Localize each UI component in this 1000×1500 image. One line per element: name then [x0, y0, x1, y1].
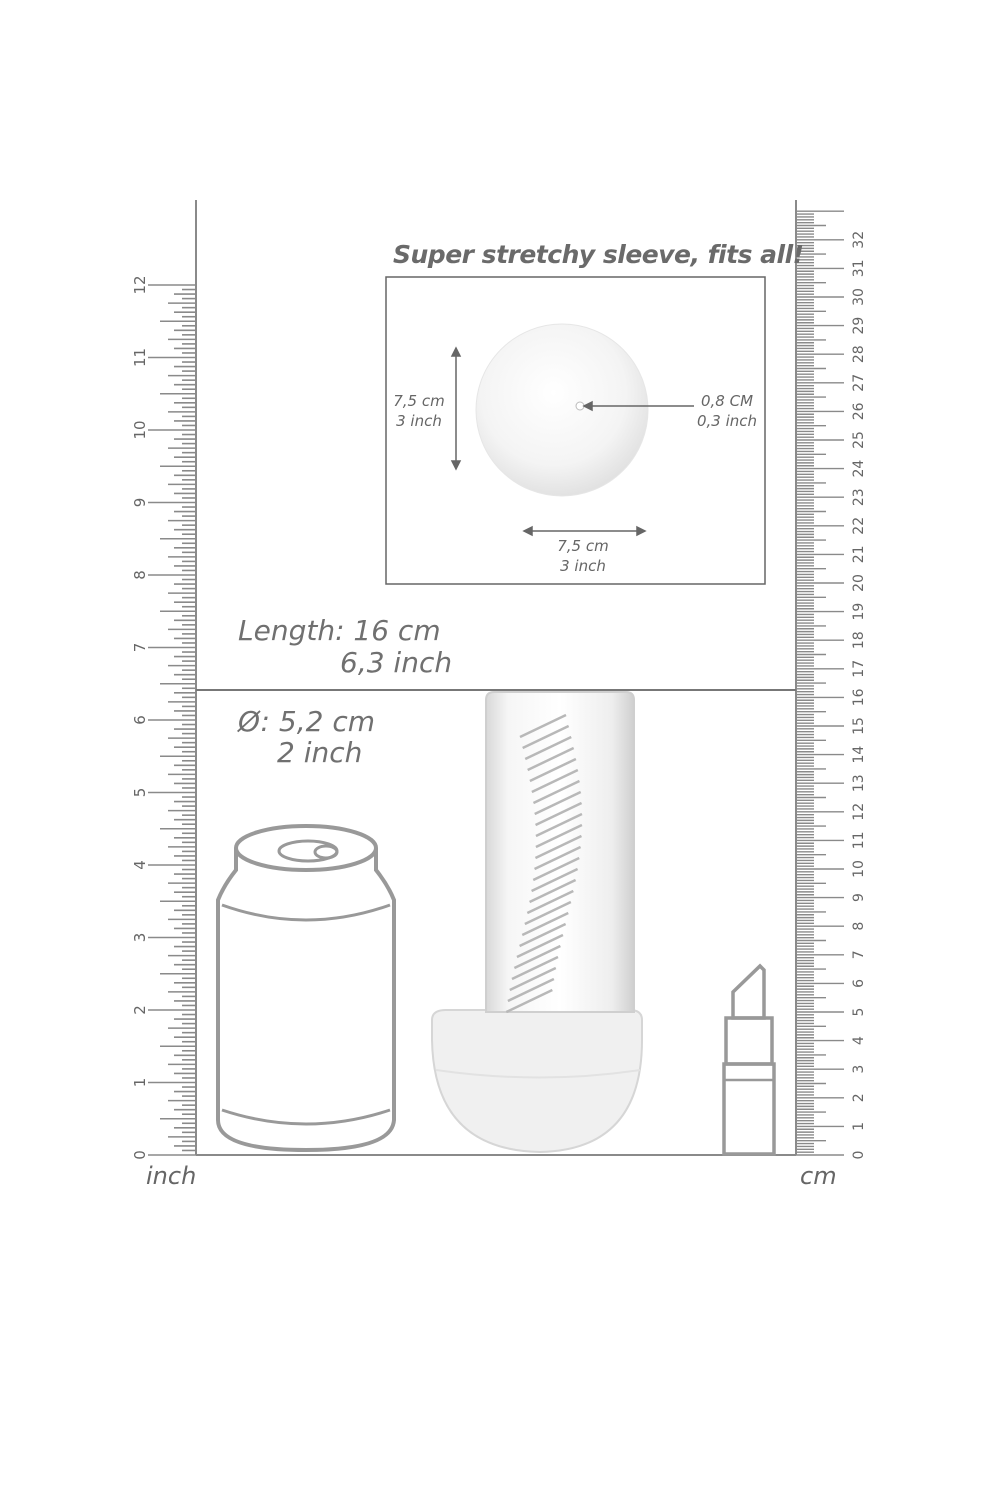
height-dimension-label — [391, 391, 447, 431]
cm-tick-label: 27 — [851, 373, 867, 392]
inch-tick-label: 9 — [131, 497, 149, 508]
headline: Super stretchy sleeve, fits all! — [393, 240, 804, 269]
inch-tick-label: 5 — [131, 787, 149, 798]
inch-tick-label: 8 — [131, 570, 149, 580]
hole-cm: 0,8 CM — [700, 392, 754, 410]
sleeve-opening-icon — [476, 324, 648, 496]
inch-tick-label: 7 — [131, 642, 149, 653]
lipstick-icon — [724, 966, 774, 1154]
cm-tick-label: 16 — [851, 688, 867, 707]
inch-tick-label: 0 — [131, 1150, 149, 1160]
cm-tick-label: 23 — [851, 488, 867, 507]
cm-tick-label: 13 — [851, 774, 867, 793]
width-dimension-arrow — [524, 527, 645, 535]
cm-tick-label: 28 — [851, 345, 867, 364]
cm-tick-label: 14 — [851, 745, 867, 764]
cm-unit-label: cm — [800, 1162, 837, 1190]
cm-tick-label: 30 — [851, 288, 867, 306]
inch-tick-label: 11 — [131, 347, 149, 368]
diameter-sub-label: 2 inch — [277, 736, 363, 769]
cm-tick-label: 25 — [851, 431, 867, 449]
inch-tick-label: 3 — [131, 932, 149, 943]
soda-can-icon — [218, 826, 394, 1150]
cm-tick-label: 21 — [851, 545, 867, 564]
length-sub-label: 6,3 inch — [340, 646, 453, 679]
cm-tick-label: 11 — [851, 831, 867, 850]
inch-tick-label: 10 — [131, 420, 149, 440]
cm-tick-label: 1 — [851, 1121, 867, 1131]
cm-tick-label: 17 — [851, 659, 867, 678]
cm-tick-label: 19 — [851, 602, 867, 621]
cm-tick-label: 0 — [851, 1150, 867, 1160]
width-cm: 7,5 cm — [557, 537, 609, 555]
height-in: 3 inch — [396, 412, 442, 430]
cm-tick-label: 5 — [851, 1007, 867, 1017]
cm-tick-label: 12 — [851, 802, 867, 821]
length-label: Length: 16 cm — [238, 614, 441, 647]
cm-tick-label: 3 — [851, 1064, 867, 1074]
hole-in: 0,3 inch — [696, 412, 758, 430]
cm-tick-label: 7 — [851, 950, 867, 960]
inch-unit-label: inch — [146, 1162, 197, 1190]
inch-tick-label: 4 — [131, 860, 149, 870]
inch-tick-label: 2 — [131, 1005, 149, 1015]
hole-dimension-label — [694, 391, 760, 431]
cm-tick-label: 24 — [851, 459, 867, 478]
cm-tick-label: 9 — [851, 893, 867, 903]
cm-tick-label: 22 — [851, 516, 867, 535]
cm-tick-label: 31 — [851, 259, 867, 278]
inch-tick-label: 6 — [131, 715, 149, 725]
cm-tick-label: 4 — [851, 1036, 867, 1046]
sleeve-product-icon — [432, 692, 642, 1152]
cm-tick-label: 8 — [851, 921, 867, 931]
cm-tick-label: 20 — [851, 574, 867, 592]
height-cm: 7,5 cm — [393, 392, 445, 410]
cm-ruler — [796, 200, 867, 1159]
inch-ruler — [131, 200, 196, 1160]
cm-tick-label: 15 — [851, 717, 867, 735]
cm-tick-label: 18 — [851, 631, 867, 650]
cm-tick-label: 6 — [851, 978, 867, 988]
width-dimension-label — [553, 536, 613, 576]
inch-tick-label: 12 — [131, 275, 149, 295]
cm-tick-label: 32 — [851, 230, 867, 249]
cm-tick-label: 10 — [851, 860, 867, 878]
cm-tick-label: 29 — [851, 316, 867, 335]
width-in: 3 inch — [560, 557, 606, 575]
cm-tick-label: 2 — [851, 1093, 867, 1103]
cm-tick-label: 26 — [851, 402, 867, 421]
height-dimension-arrow — [452, 348, 460, 469]
inch-tick-label: 1 — [131, 1077, 149, 1088]
diameter-label: Ø: 5,2 cm — [238, 705, 375, 738]
